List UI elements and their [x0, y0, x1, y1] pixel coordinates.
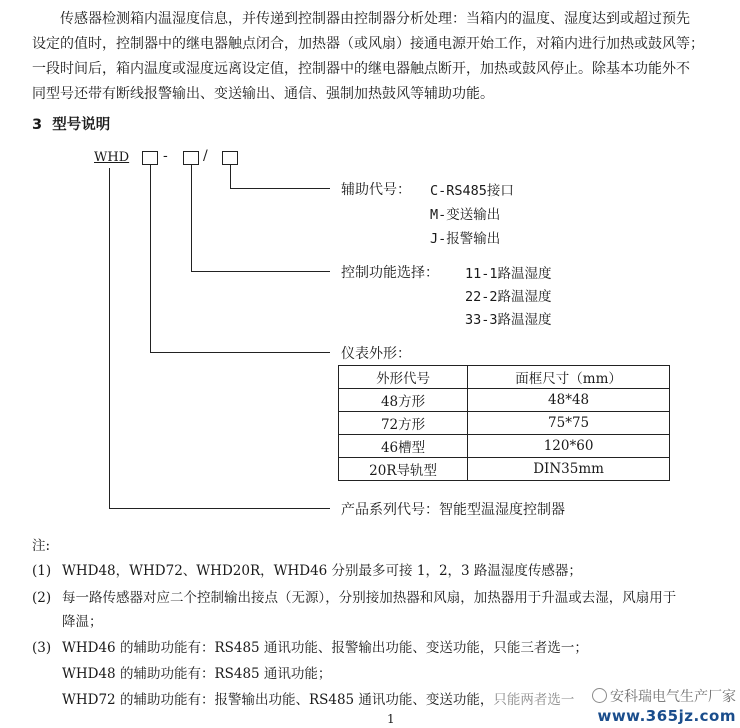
control-connector-vertical — [191, 165, 192, 272]
shape-connector-vertical — [150, 165, 151, 353]
shape-table — [338, 365, 670, 481]
aux-code-box — [222, 151, 238, 165]
series-code-box — [142, 151, 158, 165]
table-cell: 20R导轨型 — [339, 458, 468, 481]
note-3-line-2: WHD48 的辅助功能有：RS485 通讯功能； — [62, 666, 332, 682]
section-title: 型号说明 — [52, 117, 111, 133]
control-item-33: 33-3路温湿度 — [465, 312, 552, 328]
note-2-line-2: 降温； — [62, 614, 103, 630]
intro-line-1: 传感器检测箱内温湿度信息，并传递到控制器由控制器分析处理：当箱内的温度、湿度达到或超过预先 — [60, 11, 690, 27]
table-header-cell: 面框尺寸（mm） — [468, 366, 670, 389]
shape-label: 仪表外形： — [341, 346, 411, 362]
section-heading — [32, 113, 110, 134]
watermark-name: 安科瑞电气生产厂家 — [610, 689, 736, 705]
page-number: 1 — [387, 712, 395, 726]
note-2-line-1: 每一路传感器对应二个控制输出接点（无源），分别接加热器和风扇，加热器用于升温或去湿，风扇用于 — [62, 590, 677, 606]
control-code-box — [183, 151, 199, 165]
aux-item-j: J-报警输出 — [430, 231, 501, 247]
note-2-number: (2) — [32, 590, 52, 606]
note-1: WHD48，WHD72、WHD20R，WHD46 分别最多可接 1，2，3 路温湿度传感器； — [62, 563, 582, 579]
note-3-line-1: WHD46 的辅助功能有：RS485 通讯功能、报警输出功能、变送功能，只能三者选一； — [62, 640, 588, 656]
table-cell: 48*48 — [468, 389, 670, 412]
table-cell: 75*75 — [468, 412, 670, 435]
shape-connector-horizontal — [150, 352, 330, 353]
intro-line-4: 同型号还带有断线报警输出、变送输出、通信、强制加热鼓风等辅助功能。 — [32, 86, 494, 102]
control-item-11: 11-1路温湿度 — [465, 266, 552, 282]
note-3-line-3 — [62, 688, 574, 712]
note-1-number: (1) — [32, 563, 52, 579]
intro-line-2: 设定的值时，控制器中的继电器触点闭合，加热器（或风扇）接通电源开始工作，对箱内进行加热或鼓风等； — [32, 36, 704, 52]
table-header-cell: 外形代号 — [339, 366, 468, 389]
aux-connector-vertical — [230, 165, 231, 189]
table-cell: DIN35mm — [468, 458, 670, 481]
notes-label: 注: — [32, 538, 51, 554]
control-connector-horizontal — [191, 271, 330, 272]
note-3-line-3-text: WHD72 的辅助功能有：报警输出功能、RS485 通讯功能、变送功能， — [62, 692, 494, 708]
model-prefix: WHD — [94, 150, 130, 165]
watermark — [560, 686, 736, 725]
series-connector-vertical — [109, 168, 110, 509]
series-connector-horizontal — [109, 508, 330, 509]
aux-label: 辅助代号： — [341, 182, 411, 198]
note-3-line-3-tail: 只能两者选一 — [493, 692, 575, 708]
aux-item-m: M-变送输出 — [430, 207, 501, 223]
aux-connector-horizontal — [230, 188, 330, 189]
control-label: 控制功能选择： — [341, 265, 439, 281]
table-row — [339, 412, 670, 435]
watermark-url: www.365jz.com — [597, 707, 736, 725]
watermark-logo-icon — [592, 688, 607, 703]
aux-item-c: C-RS485接口 — [430, 183, 514, 199]
table-cell: 46槽型 — [339, 435, 468, 458]
table-row — [339, 389, 670, 412]
table-cell: 72方形 — [339, 412, 468, 435]
control-item-22: 22-2路温湿度 — [465, 289, 552, 305]
table-cell: 48方形 — [339, 389, 468, 412]
table-header-row — [339, 366, 670, 389]
table-row — [339, 435, 670, 458]
table-row — [339, 458, 670, 481]
model-dash: - — [163, 148, 168, 164]
series-value: 智能型温湿度控制器 — [439, 502, 565, 518]
section-number: 3 — [32, 117, 43, 133]
watermark-brand — [560, 686, 736, 706]
note-3-number: (3) — [32, 640, 52, 656]
intro-line-3: 一段时间后，箱内温度或湿度远离设定值，控制器中的继电器触点断开，加热或鼓风停止。除基本功能外不 — [32, 61, 690, 77]
table-cell: 120*60 — [468, 435, 670, 458]
model-slash: / — [203, 148, 208, 164]
series-label — [341, 499, 565, 519]
series-label-text: 产品系列代号： — [341, 502, 439, 518]
